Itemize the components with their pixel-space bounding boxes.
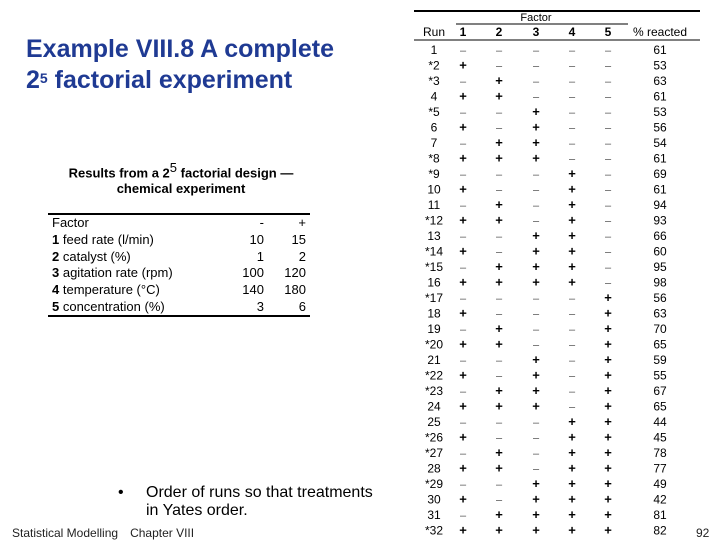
sign-plus: +: [532, 228, 540, 243]
sign-minus: –: [459, 479, 467, 491]
sign-minus: –: [568, 45, 576, 57]
percent-reacted: 94: [653, 198, 667, 212]
sign-plus: +: [459, 212, 467, 228]
sign-minus: –: [532, 215, 540, 228]
sign-plus: +: [532, 398, 540, 414]
caption-line-2: chemical experiment: [116, 181, 246, 197]
factor-label: [48, 265, 226, 282]
sign-minus: –: [568, 60, 576, 73]
sign-plus: +: [568, 445, 576, 460]
sign-plus: +: [568, 522, 576, 538]
factor-header: Factor: [48, 214, 226, 232]
sign-plus: +: [495, 460, 503, 476]
percent-reacted: 55: [653, 368, 667, 383]
sign-minus: –: [568, 107, 576, 119]
factor-col-header: 1: [459, 25, 467, 39]
run-id: *14: [424, 244, 444, 259]
sign-plus: +: [459, 460, 467, 476]
caption-post: factorial design —: [177, 165, 294, 181]
sign-plus: +: [568, 507, 576, 522]
sign-minus: –: [459, 293, 467, 305]
factor-row: [48, 298, 310, 316]
run-id: 10: [427, 182, 441, 197]
sign-plus: +: [604, 305, 612, 321]
sign-plus: +: [604, 336, 612, 352]
sign-plus: +: [568, 274, 576, 290]
percent-reacted: 49: [653, 477, 667, 491]
sign-plus: +: [532, 522, 540, 538]
sign-plus: +: [495, 73, 503, 88]
sign-minus: –: [459, 76, 467, 88]
percent-reacted: 65: [653, 337, 667, 352]
sign-minus: –: [568, 153, 576, 166]
sign-minus: –: [459, 231, 467, 243]
sign-minus: –: [495, 60, 503, 73]
sign-plus: +: [568, 460, 576, 476]
percent-reacted: 42: [653, 492, 667, 507]
sign-minus: –: [495, 370, 503, 383]
sign-minus: –: [604, 138, 612, 150]
factor-col-header: 2: [495, 25, 503, 39]
factor-label: [48, 298, 226, 316]
sign-plus: +: [459, 336, 467, 352]
sign-minus: –: [495, 169, 503, 181]
sign-minus: –: [604, 45, 612, 57]
factor-name: catalyst (%): [59, 248, 131, 264]
sign-minus: –: [495, 231, 503, 243]
sign-minus: –: [568, 339, 576, 352]
sign-plus: +: [459, 429, 467, 445]
sign-plus: +: [604, 445, 612, 460]
reacted-header: % reacted: [632, 25, 688, 39]
footer-chapter: Chapter VIII: [130, 526, 195, 540]
percent-reacted: 63: [653, 306, 667, 321]
sign-plus: +: [604, 352, 612, 367]
factor-high: 180: [284, 282, 306, 298]
caption-exponent: 5: [169, 160, 178, 175]
factor-row: [48, 232, 310, 249]
sign-plus: +: [495, 274, 503, 290]
run-id: *3: [428, 74, 440, 88]
factor-name: concentration (%): [59, 298, 165, 314]
sign-minus: –: [459, 169, 467, 181]
sign-minus: –: [495, 293, 503, 305]
percent-reacted: 98: [653, 275, 667, 290]
factor-number: 1: [52, 232, 60, 248]
sign-minus: –: [568, 355, 576, 367]
sign-minus: –: [532, 417, 540, 429]
bullet-text: Order of runs so that treatments in Yates order.: [146, 484, 373, 519]
sign-minus: –: [568, 76, 576, 88]
factor-high: 6: [268, 298, 310, 316]
sign-minus: –: [495, 432, 503, 445]
percent-reacted: 53: [653, 58, 667, 73]
run-id: 13: [427, 229, 441, 243]
caption-line-1: [48, 160, 314, 181]
sign-minus: –: [532, 184, 540, 197]
percent-reacted: 93: [653, 213, 667, 228]
factor-levels-table: [48, 213, 310, 317]
footer: [12, 526, 194, 540]
factor-number: 4: [52, 282, 60, 298]
sign-plus: +: [568, 197, 576, 212]
factor-label: [48, 282, 226, 299]
sign-plus: +: [604, 290, 612, 305]
sign-plus: +: [532, 507, 540, 522]
factor-label: [48, 232, 226, 249]
sign-minus: –: [495, 308, 503, 321]
percent-reacted: 53: [653, 105, 667, 119]
factor-table-header: [48, 214, 310, 232]
sign-minus: –: [459, 355, 467, 367]
sign-plus: +: [495, 135, 503, 150]
sign-plus: +: [532, 119, 540, 135]
sign-plus: +: [604, 491, 612, 507]
percent-reacted: 66: [653, 229, 667, 243]
sign-minus: –: [568, 401, 576, 414]
sign-minus: –: [568, 308, 576, 321]
factor-low: 100: [242, 265, 264, 281]
sign-minus: –: [568, 91, 576, 104]
run-id: *26: [424, 430, 444, 445]
sign-plus: +: [495, 150, 503, 166]
sign-minus: –: [604, 277, 612, 290]
sign-plus: +: [604, 460, 612, 476]
factor-group-header: Factor: [520, 12, 552, 24]
run-id: *15: [424, 260, 444, 274]
percent-reacted: 95: [653, 260, 667, 274]
run-id: 31: [427, 508, 441, 522]
sign-minus: –: [532, 169, 540, 181]
sign-minus: –: [532, 76, 540, 88]
factor-low: 3: [226, 298, 268, 316]
sign-plus: +: [568, 476, 576, 491]
run-id: 19: [427, 322, 441, 336]
sign-minus: –: [532, 463, 540, 476]
sign-plus: +: [568, 181, 576, 197]
run-id: *23: [424, 384, 444, 398]
title-base: 2: [26, 66, 40, 94]
percent-reacted: 44: [653, 415, 667, 429]
sign-plus: +: [459, 491, 467, 507]
sign-minus: –: [532, 308, 540, 321]
sign-plus: +: [495, 398, 503, 414]
sign-minus: –: [532, 339, 540, 352]
sign-plus: +: [568, 228, 576, 243]
sign-minus: –: [495, 184, 503, 197]
run-id: 1: [430, 43, 438, 57]
sign-plus: +: [459, 243, 467, 259]
sign-plus: +: [532, 367, 540, 383]
factor-row: [48, 265, 310, 282]
sign-plus: +: [495, 321, 503, 336]
factor-low: 140: [242, 282, 264, 298]
sign-plus: +: [604, 507, 612, 522]
factor-row: [48, 282, 310, 299]
sign-minus: –: [459, 200, 467, 212]
sign-minus: –: [604, 122, 612, 135]
sign-minus: –: [495, 417, 503, 429]
percent-reacted: 56: [653, 120, 667, 135]
sign-plus: +: [495, 383, 503, 398]
run-id: *12: [424, 213, 444, 228]
percent-reacted: 45: [653, 430, 667, 445]
factor-high: 15: [291, 232, 306, 248]
run-id: *32: [424, 523, 444, 538]
sign-minus: –: [459, 107, 467, 119]
page-number: 92: [696, 526, 710, 540]
slide-title: [26, 34, 334, 96]
low-header: -: [226, 214, 268, 232]
sign-plus: +: [459, 150, 467, 166]
sign-minus: –: [604, 76, 612, 88]
sign-minus: –: [459, 45, 467, 57]
run-id: 16: [427, 275, 441, 290]
run-id: *2: [428, 58, 440, 73]
sign-plus: +: [604, 321, 612, 336]
sign-minus: –: [495, 355, 503, 367]
title-line-1: Example VIII.8 A complete: [26, 35, 334, 63]
sign-plus: +: [459, 119, 467, 135]
runs-table-svg: [412, 8, 702, 538]
sign-plus: +: [604, 398, 612, 414]
percent-reacted: 78: [653, 446, 667, 460]
run-id: *5: [428, 105, 440, 119]
percent-reacted: 54: [653, 136, 667, 150]
sign-minus: –: [532, 91, 540, 104]
sign-minus: –: [604, 60, 612, 73]
sign-plus: +: [568, 491, 576, 507]
sign-minus: –: [459, 324, 467, 336]
sign-plus: +: [495, 197, 503, 212]
factor-number: 2: [52, 248, 60, 264]
percent-reacted: 67: [653, 384, 667, 398]
sign-minus: –: [604, 215, 612, 228]
percent-reacted: 77: [653, 461, 667, 476]
sign-plus: +: [532, 476, 540, 491]
run-header: Run: [422, 25, 446, 39]
sign-minus: –: [604, 200, 612, 212]
sign-plus: +: [459, 398, 467, 414]
sign-minus: –: [495, 45, 503, 57]
sign-plus: +: [459, 181, 467, 197]
title-exponent: 5: [39, 70, 48, 86]
sign-plus: +: [604, 522, 612, 538]
sign-minus: –: [459, 417, 467, 429]
sign-plus: +: [495, 522, 503, 538]
factor-name: temperature (°C): [59, 282, 160, 298]
run-id: *29: [424, 477, 444, 491]
sign-minus: –: [568, 138, 576, 150]
run-id: *22: [424, 368, 444, 383]
sign-plus: +: [459, 305, 467, 321]
percent-reacted: 63: [653, 74, 667, 88]
sign-minus: –: [604, 262, 612, 274]
sign-minus: –: [459, 386, 467, 398]
sign-minus: –: [532, 45, 540, 57]
run-id: 7: [430, 136, 438, 150]
run-id: 18: [427, 306, 441, 321]
title-line-2: [26, 65, 334, 96]
factor-number: 5: [52, 298, 60, 314]
run-id: 11: [427, 198, 441, 212]
sign-minus: –: [568, 324, 576, 336]
sign-minus: –: [532, 200, 540, 212]
sign-plus: +: [459, 522, 467, 538]
percent-reacted: 60: [653, 244, 667, 259]
sign-plus: +: [532, 259, 540, 274]
factor-row: [48, 248, 310, 265]
sign-plus: +: [604, 383, 612, 398]
factor-label: [48, 248, 226, 265]
sign-plus: +: [459, 367, 467, 383]
run-id: 4: [430, 89, 438, 104]
sign-minus: –: [459, 262, 467, 274]
run-id: 6: [430, 120, 438, 135]
percent-reacted: 65: [653, 399, 667, 414]
sign-plus: +: [532, 150, 540, 166]
sign-plus: +: [604, 429, 612, 445]
sign-plus: +: [604, 367, 612, 383]
run-id: *17: [424, 291, 444, 305]
sign-minus: –: [459, 448, 467, 460]
sign-minus: –: [532, 448, 540, 460]
run-id: *9: [428, 167, 440, 181]
percent-reacted: 59: [653, 353, 667, 367]
sign-minus: –: [568, 293, 576, 305]
results-caption: [48, 160, 314, 197]
sign-plus: +: [568, 259, 576, 274]
sign-plus: +: [604, 476, 612, 491]
sign-minus: –: [568, 122, 576, 135]
sign-plus: +: [495, 212, 503, 228]
sign-plus: +: [532, 352, 540, 367]
factor-col-header: 5: [604, 25, 612, 39]
sign-plus: +: [459, 88, 467, 104]
run-id: 30: [427, 492, 441, 507]
factor-name: agitation rate (rpm): [59, 265, 173, 281]
sign-plus: +: [532, 104, 540, 119]
sign-minus: –: [495, 479, 503, 491]
run-id: 24: [427, 399, 441, 414]
factor-name: feed rate (l/min): [59, 232, 154, 248]
sign-minus: –: [604, 91, 612, 104]
sign-minus: –: [604, 231, 612, 243]
high-header: +: [268, 214, 310, 232]
sign-plus: +: [495, 336, 503, 352]
sign-plus: +: [495, 507, 503, 522]
sign-plus: +: [532, 491, 540, 507]
caption-pre: Results from a 2: [68, 165, 170, 181]
sign-minus: –: [604, 107, 612, 119]
sign-minus: –: [532, 324, 540, 336]
factor-low: 10: [249, 232, 264, 248]
sign-minus: –: [495, 122, 503, 135]
percent-reacted: 56: [653, 291, 667, 305]
sign-minus: –: [532, 60, 540, 73]
sign-minus: –: [459, 510, 467, 522]
percent-reacted: 61: [653, 89, 667, 104]
footer-course: Statistical Modelling: [12, 526, 119, 540]
sign-minus: –: [604, 153, 612, 166]
factor-number: 3: [52, 265, 60, 281]
run-id: *8: [428, 151, 440, 166]
sign-plus: +: [532, 243, 540, 259]
sign-plus: +: [532, 274, 540, 290]
factor-col-header: 3: [532, 25, 540, 39]
sign-plus: +: [495, 88, 503, 104]
sign-minus: –: [495, 494, 503, 507]
percent-reacted: 81: [653, 508, 667, 522]
percent-reacted: 82: [653, 523, 667, 538]
sign-minus: –: [568, 386, 576, 398]
factor-col-header: 4: [568, 25, 576, 39]
sign-plus: +: [568, 414, 576, 429]
sign-plus: +: [568, 212, 576, 228]
run-id: 21: [427, 353, 441, 367]
percent-reacted: 61: [653, 43, 667, 57]
run-id: 28: [427, 461, 441, 476]
sign-minus: –: [568, 370, 576, 383]
sign-minus: –: [495, 246, 503, 259]
sign-minus: –: [532, 293, 540, 305]
runs-table: [412, 8, 702, 538]
sign-minus: –: [604, 184, 612, 197]
sign-minus: –: [604, 169, 612, 181]
sign-plus: +: [459, 274, 467, 290]
run-id: *20: [424, 337, 444, 352]
percent-reacted: 69: [653, 167, 667, 181]
sign-plus: +: [459, 57, 467, 73]
percent-reacted: 70: [653, 322, 667, 336]
sign-plus: +: [495, 259, 503, 274]
sign-minus: –: [495, 107, 503, 119]
percent-reacted: 61: [653, 151, 667, 166]
sign-plus: +: [532, 383, 540, 398]
factor-high: 2: [298, 248, 306, 264]
sign-plus: +: [568, 243, 576, 259]
sign-plus: +: [568, 166, 576, 181]
percent-reacted: 61: [653, 182, 667, 197]
sign-plus: +: [604, 414, 612, 429]
run-id: 25: [427, 415, 441, 429]
sign-minus: –: [459, 138, 467, 150]
sign-minus: –: [604, 246, 612, 259]
sign-minus: –: [532, 432, 540, 445]
factor-low: 1: [256, 248, 264, 264]
sign-plus: +: [495, 445, 503, 460]
sign-plus: +: [532, 135, 540, 150]
title-rest: factorial experiment: [47, 66, 293, 94]
factor-high: 120: [284, 265, 306, 281]
sign-plus: +: [568, 429, 576, 445]
run-id: *27: [424, 446, 444, 460]
bullet-symbol: •: [118, 484, 124, 501]
